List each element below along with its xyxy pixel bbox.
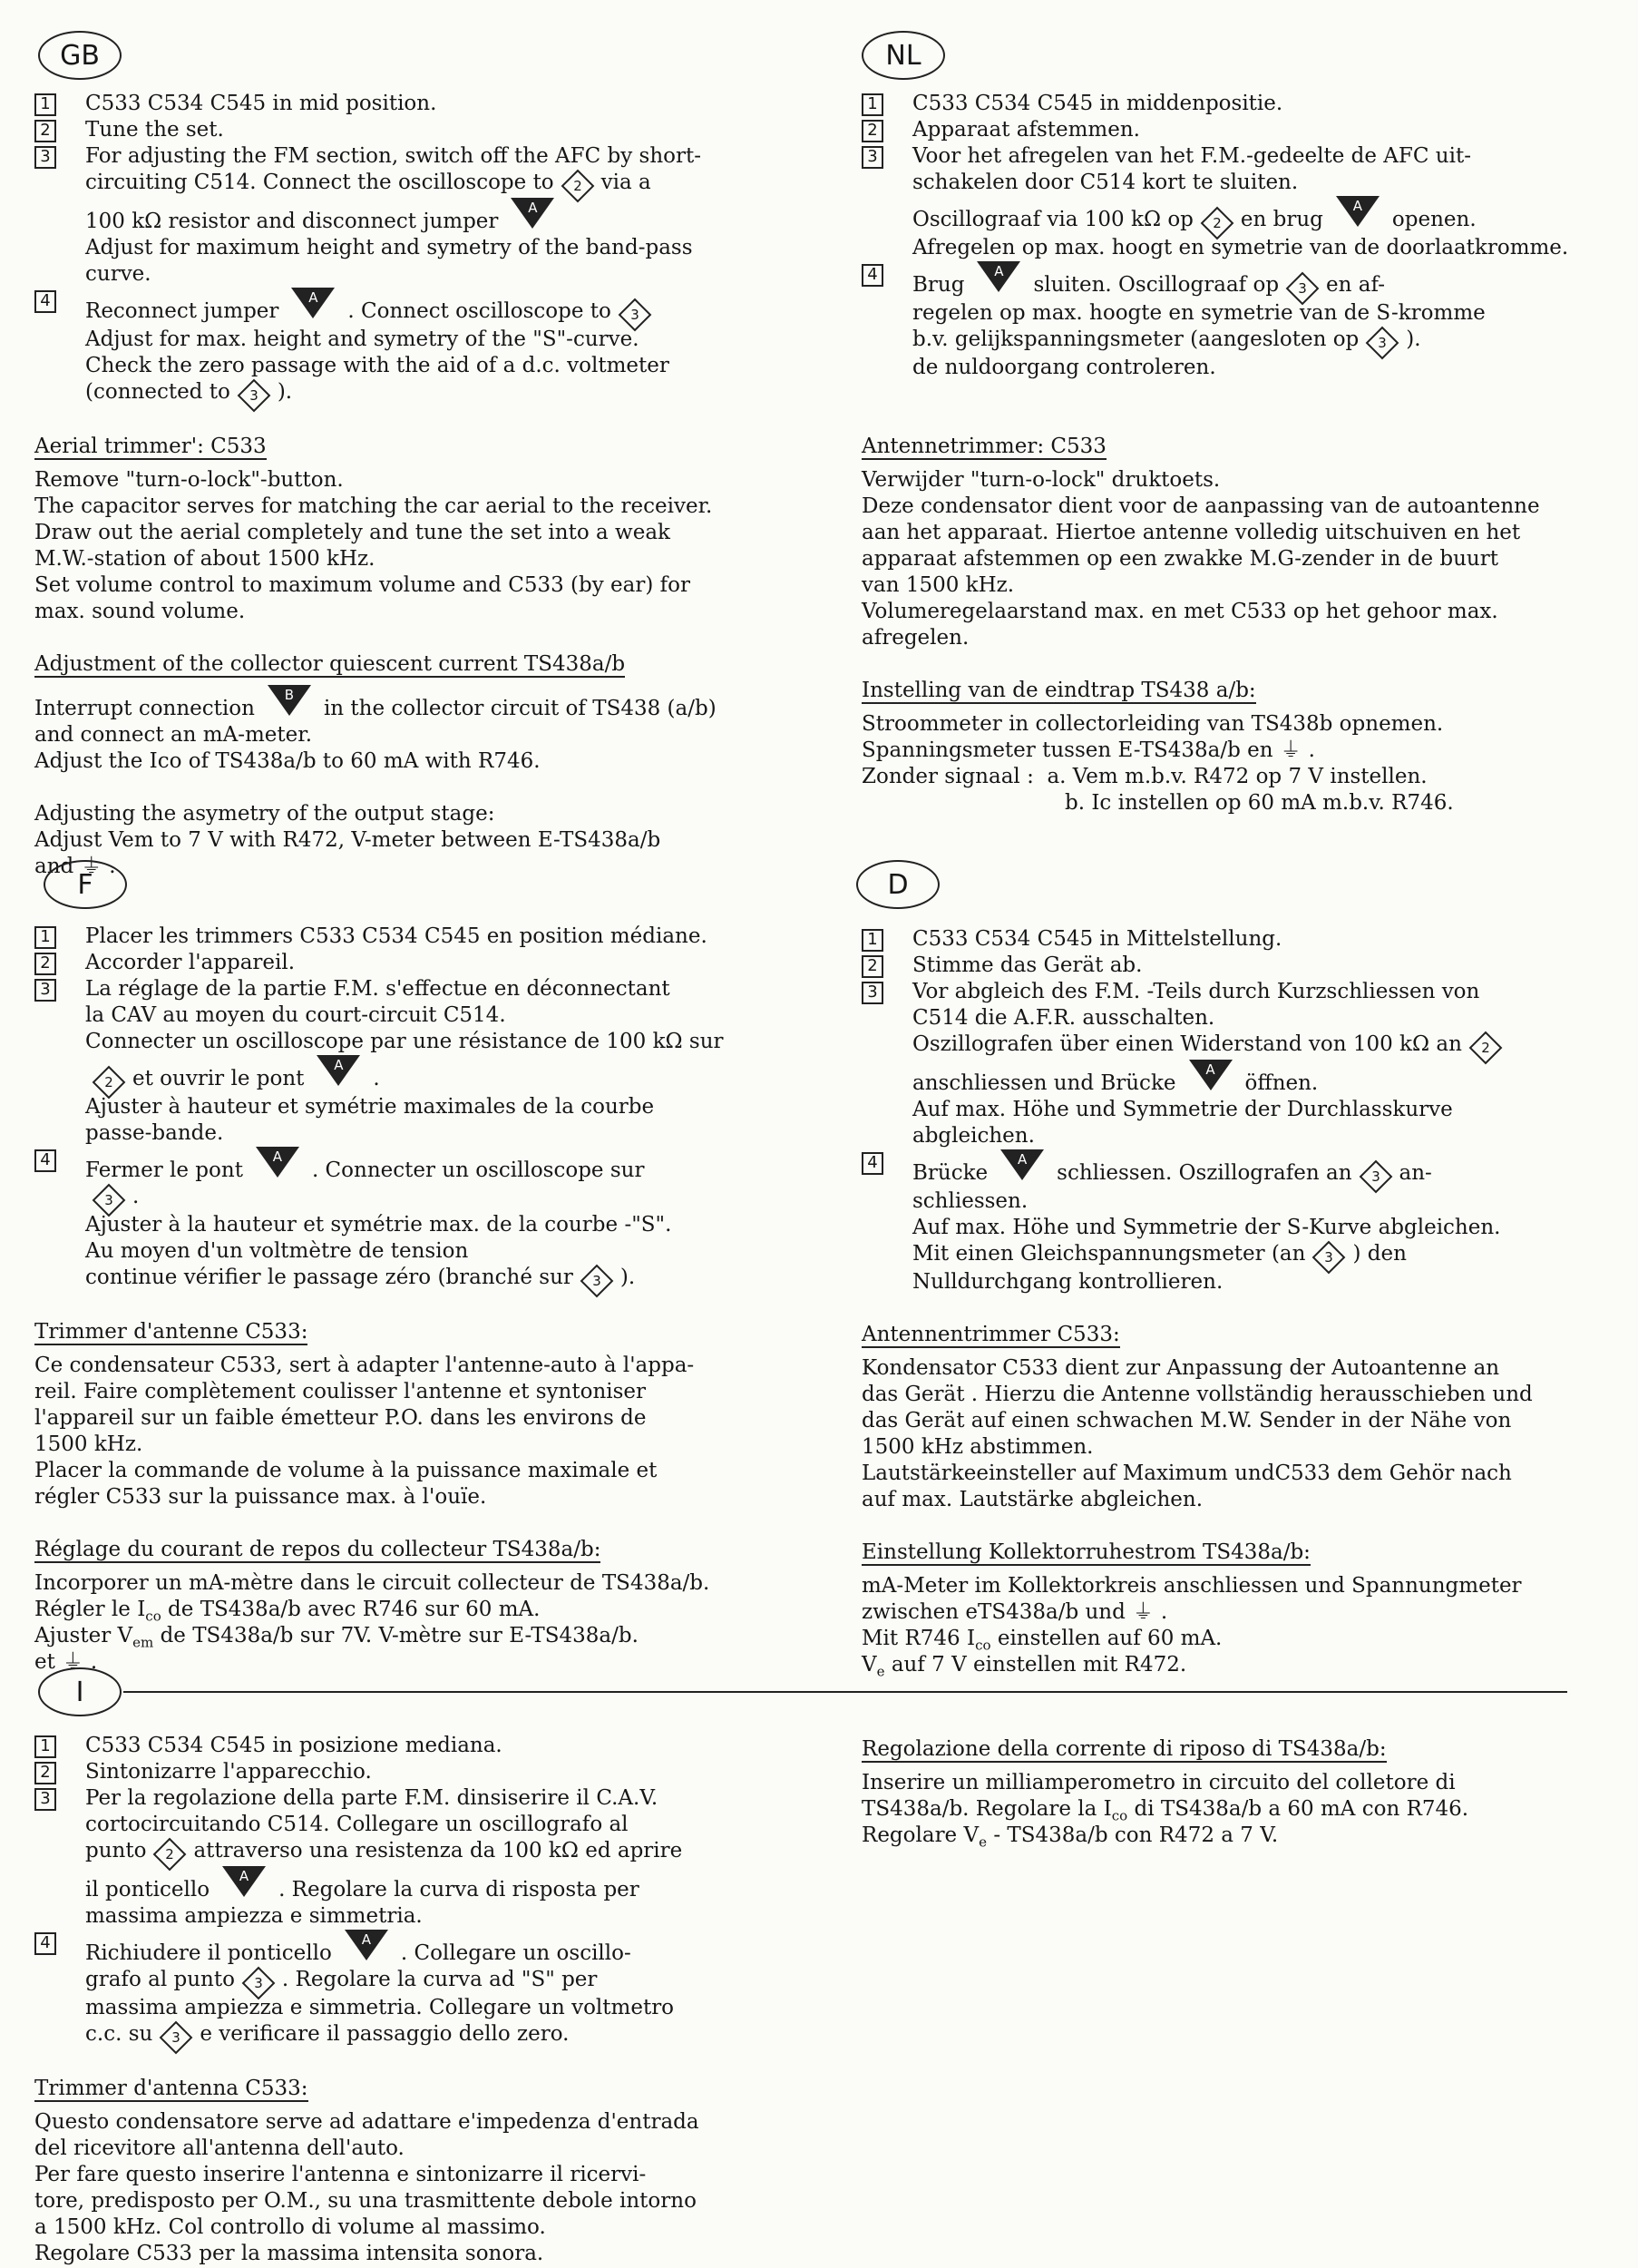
ground-icon: ⏚ bbox=[81, 855, 102, 878]
text-line: Mit R746 $I_{co}$ einstellen auf 60 mA. bbox=[862, 1627, 1223, 1654]
text-line: régler C533 sur la puissance max. à l'ouïe. bbox=[34, 1485, 487, 1509]
test-point-3-icon: 3 bbox=[1359, 1160, 1392, 1194]
text-line: Oszillografen über einen Widerstand von 100 kΩ an 2 bbox=[912, 1031, 1623, 1060]
test-point-3-icon: 3 bbox=[93, 1184, 126, 1217]
text-line: TS438a/b. Regolare la $I_{co}$ di TS438a/b a 60 mA con R746. bbox=[862, 1797, 1469, 1824]
text-line: Brücke A schliessen. Oszillografen an 3 an- bbox=[912, 1149, 1623, 1188]
text-line: b.v. gelijkspanningsmeter (aangesloten op 3 ). bbox=[912, 327, 1623, 355]
text-line: C533 C534 C545 in middenpositie. bbox=[912, 92, 1283, 115]
test-point-2-icon: 2 bbox=[1469, 1031, 1503, 1065]
text-line: Per fare questo inserire l'antenna e sintonizarre il ricervi- bbox=[34, 2163, 647, 2186]
instruction-step bbox=[34, 1785, 814, 1930]
test-point-2-icon: 2 bbox=[93, 1066, 126, 1100]
text-line: Auf max. Höhe und Symmetrie der Durchlasskurve bbox=[912, 1098, 1453, 1121]
lang-label-f: F bbox=[44, 860, 127, 909]
text-line: l'appareil sur un faible émetteur P.O. dans les environs de bbox=[34, 1406, 647, 1430]
instruction-step bbox=[34, 1147, 814, 1293]
instruction-step bbox=[34, 950, 814, 976]
text-line: il ponticello A . Regolare la curva di risposta per bbox=[85, 1868, 639, 1901]
text-line: Tune the set. bbox=[85, 118, 224, 142]
instruction-step bbox=[34, 1733, 814, 1759]
step-number: 3 bbox=[34, 146, 56, 169]
gb-step-2 bbox=[34, 117, 814, 143]
text-line: grafo al punto 3 . Regolare la curva ad "S" per bbox=[85, 1967, 814, 1995]
text-line: a 1500 kHz. Col controllo di volume al massimo. bbox=[34, 2215, 546, 2239]
f-aerial-heading: Trimmer d'antenne C533: bbox=[34, 1320, 308, 1344]
jumper-b-icon: B bbox=[268, 685, 311, 716]
text-line: reil. Faire complètement coulisser l'antenne et syntoniser bbox=[34, 1380, 647, 1403]
text-line: Kondensator C533 dient zur Anpassung der Autoantenne an bbox=[862, 1356, 1500, 1380]
text-line: Ajuster à la hauteur et symétrie max. de la courbe -"S". bbox=[85, 1213, 672, 1237]
text-line: Afregelen op max. hoogt en symetrie van de doorlaatkromme. bbox=[912, 236, 1569, 259]
step-number: 1 bbox=[34, 1735, 56, 1758]
test-point-3-icon: 3 bbox=[1366, 327, 1399, 360]
instruction-step bbox=[862, 117, 1623, 143]
text-line: C533 C534 C545 in Mittelstellung. bbox=[912, 927, 1282, 951]
instruction-step bbox=[862, 261, 1623, 381]
gb-step-4 bbox=[34, 288, 814, 407]
nl-column bbox=[862, 91, 1623, 816]
text-line: Inserire un milliamperometro in circuito del colletore di bbox=[862, 1771, 1456, 1794]
step-number: 3 bbox=[862, 146, 883, 169]
text-line: Sintonizarre l'apparecchio. bbox=[85, 1760, 372, 1784]
text-line: 1500 kHz abstimmen. bbox=[862, 1435, 1094, 1459]
text-line: Auf max. Höhe und Symmetrie der S-Kurve abgleichen. bbox=[912, 1216, 1501, 1239]
text-line: C533 C534 C545 in mid position. bbox=[85, 92, 437, 115]
text-line: Per la regolazione della parte F.M. dinsiserire il C.A.V. bbox=[85, 1786, 658, 1810]
text-line: c.c. su 3 e verificare il passaggio dello zero. bbox=[85, 2021, 814, 2049]
text-line: la CAV au moyen du court-circuit C514. bbox=[85, 1003, 506, 1027]
text-line: Questo condensatore serve ad adattare e'impedenza d'entrada bbox=[34, 2110, 699, 2134]
text-line: Ajuster à hauteur et symétrie maximales de la courbe bbox=[85, 1095, 655, 1119]
instruction-step bbox=[862, 979, 1623, 1149]
gb-step-1 bbox=[34, 91, 814, 117]
step-number: 2 bbox=[34, 120, 56, 142]
text-line: Zonder signaal : a. Vem m.b.v. R472 op 7 V instellen. bbox=[862, 765, 1428, 788]
step-number: 4 bbox=[34, 1149, 56, 1172]
f-column bbox=[34, 924, 814, 1676]
text-line: Vor abgleich des F.M. -Teils durch Kurzschliessen von bbox=[912, 980, 1480, 1003]
text-line: Stroommeter in collectorleiding van TS438b opnemen. bbox=[862, 712, 1444, 736]
text-line: Adjust Vem to 7 V with R472, V-meter between E-TS438a/b bbox=[34, 828, 661, 852]
instruction-step bbox=[34, 1930, 814, 2049]
jumper-a-icon: A bbox=[317, 1055, 360, 1086]
text-line: continue vérifier le passage zéro (branché sur 3 ). bbox=[85, 1265, 814, 1293]
d-aerial-heading: Antennentrimmer C533: bbox=[862, 1323, 1120, 1346]
text-line: (connected to 3 ). bbox=[85, 379, 814, 407]
step-number: 3 bbox=[34, 979, 56, 1002]
step-number: 4 bbox=[862, 1152, 883, 1175]
nl-current-heading: Instelling van de eindtrap TS438 a/b: bbox=[862, 679, 1256, 702]
test-point-3-icon: 3 bbox=[1312, 1241, 1346, 1275]
text-line: cortocircuitando C514. Collegare un oscillografo al bbox=[85, 1813, 629, 1836]
text-line: Regolare C533 per la massima intensita sonora. bbox=[34, 2242, 544, 2265]
text-line: Mit einen Gleichspannungsmeter (an 3 ) den bbox=[912, 1241, 1623, 1269]
text-line: del ricevitore all'antenna dell'auto. bbox=[34, 2136, 405, 2160]
text-line: tore, predisposto per O.M., su una trasmittente debole intorno bbox=[34, 2189, 697, 2213]
ground-icon: ⏚ bbox=[62, 1650, 83, 1674]
text-line: Deze condensator dient voor de aanpassing van de autoantenne bbox=[862, 494, 1540, 518]
lang-label-i: I bbox=[38, 1667, 122, 1716]
step-number: 3 bbox=[862, 982, 883, 1004]
jumper-a-icon: A bbox=[1336, 196, 1380, 227]
text-line: aan het apparaat. Hiertoe antenne volledig uitschuiven en het bbox=[862, 521, 1521, 544]
text-line: abgleichen. bbox=[912, 1124, 1035, 1148]
text-line: Spanningsmeter tussen E-TS438a/b en ⏚ . bbox=[862, 738, 1315, 762]
text-line: Volumeregelaarstand max. en met C533 op het gehoor max. bbox=[862, 600, 1498, 623]
text-line: Fermer le pont A . Connecter un oscilloscope sur bbox=[85, 1149, 645, 1182]
text-line: das Gerät auf einen schwachen M.W. Sender in der Nähe von bbox=[862, 1409, 1512, 1432]
instruction-step bbox=[862, 953, 1623, 979]
step-number: 2 bbox=[862, 120, 883, 142]
f-current-heading: Réglage du courant de repos du collecteur TS438a/b: bbox=[34, 1538, 601, 1561]
gb-current-heading: Adjustment of the collector quiescent current TS438a/b bbox=[34, 652, 626, 676]
instruction-step bbox=[862, 1149, 1623, 1295]
text-line: Brug A sluiten. Oscillograaf op 3 en af- bbox=[912, 261, 1623, 300]
text-line: das Gerät . Hierzu die Antenne vollständig herausschieben und bbox=[862, 1383, 1533, 1406]
lang-label-gb: GB bbox=[38, 31, 122, 80]
test-point-3-icon: 3 bbox=[1286, 272, 1320, 306]
text-line: circuiting C514. Connect the oscilloscope to 2 via a bbox=[85, 170, 814, 198]
text-line: C514 die A.F.R. ausschalten. bbox=[912, 1006, 1215, 1030]
jumper-a-icon: A bbox=[1189, 1060, 1233, 1090]
i-current-heading: Regolazione della corrente di riposo di TS438a/b: bbox=[862, 1737, 1387, 1761]
gb-column bbox=[34, 91, 814, 880]
text-line: and connect an mA-meter. bbox=[34, 723, 313, 747]
text-line: and ⏚ . bbox=[34, 855, 116, 878]
test-point-3-icon: 3 bbox=[619, 298, 652, 332]
text-line: Au moyen d'un voltmètre de tension bbox=[85, 1239, 469, 1263]
text-line: de nuldoorgang controleren. bbox=[912, 356, 1216, 379]
text-line: Adjust for maximum height and symetry of the band-pass bbox=[85, 236, 693, 259]
jumper-a-icon: A bbox=[1000, 1149, 1044, 1180]
text-line: Stimme das Gerät ab. bbox=[912, 953, 1143, 977]
text-line: van 1500 kHz. bbox=[862, 573, 1015, 597]
d-current-heading: Einstellung Kollektorruhestrom TS438a/b: bbox=[862, 1540, 1311, 1564]
text-line: Adjust for max. height and symetry of the "S"-curve. bbox=[85, 327, 639, 351]
text-line: anschliessen und Brücke A öffnen. bbox=[912, 1061, 1319, 1095]
text-line: Verwijder "turn-o-lock" druktoets. bbox=[862, 468, 1221, 492]
text-line: Remove "turn-o-lock"-button. bbox=[34, 468, 344, 492]
text-line: apparaat afstemmen op een zwakke M.G-zender in de buurt bbox=[862, 547, 1498, 571]
text-line: For adjusting the FM section, switch off the AFC by short- bbox=[85, 144, 702, 168]
section-divider bbox=[123, 1691, 1567, 1693]
text-line: $V_e$ auf 7 V einstellen mit R472. bbox=[862, 1653, 1187, 1680]
instruction-step bbox=[34, 924, 814, 950]
jumper-a-icon: A bbox=[256, 1147, 299, 1178]
text-line: 2 et ouvrir le pont A . bbox=[85, 1055, 814, 1094]
text-line: Reconnect jumper A . Connect oscilloscope to 3 bbox=[85, 288, 814, 327]
instruction-step bbox=[862, 91, 1623, 117]
text-line: Oscillograaf via 100 kΩ op 2 en brug A openen. bbox=[912, 196, 1623, 235]
step-number: 1 bbox=[862, 929, 883, 952]
text-line: Ajuster $V_{em}$ de TS438a/b sur 7V. V-mètre sur E-TS438a/b. bbox=[34, 1624, 639, 1651]
text-line: Régler le $I_{co}$ de TS438a/b avec R746 sur 60 mA. bbox=[34, 1598, 541, 1625]
step-number: 4 bbox=[862, 264, 883, 287]
test-point-3-icon: 3 bbox=[160, 2021, 193, 2055]
text-line: Nulldurchgang kontrollieren. bbox=[912, 1270, 1224, 1294]
test-point-3-icon: 3 bbox=[580, 1265, 614, 1298]
text-line: Set volume control to maximum volume and C533 (by ear) for bbox=[34, 573, 691, 597]
text-line: passe-bande. bbox=[85, 1121, 224, 1145]
text-line: Regolare $V_e - TS438a/b$ con R472 a 7 V. bbox=[862, 1823, 1279, 1851]
jumper-a-icon: A bbox=[291, 288, 335, 318]
text-line: schliessen. bbox=[912, 1189, 1029, 1213]
ground-icon: ⏚ bbox=[1280, 738, 1302, 762]
step-number: 1 bbox=[862, 93, 883, 116]
text-line: Adjusting the asymetry of the output stage: bbox=[34, 802, 495, 826]
text-line: regelen op max. hoogte en symetrie van de S-kromme bbox=[912, 301, 1486, 325]
text-line: Placer la commande de volume à la puissance maximale et bbox=[34, 1459, 658, 1482]
text-line: Adjust the Ico of TS438a/b to 60 mA with R746. bbox=[34, 749, 541, 773]
text-line: et ⏚ . bbox=[34, 1650, 98, 1674]
i-column bbox=[34, 1733, 814, 2267]
text-line: curve. bbox=[85, 262, 151, 286]
step-number: 1 bbox=[34, 93, 56, 116]
text-line: massima ampiezza e simmetria. Collegare un voltmetro bbox=[85, 1996, 675, 2019]
jumper-a-icon: A bbox=[222, 1866, 266, 1897]
text-line: afregelen. bbox=[862, 626, 970, 650]
step-number: 2 bbox=[34, 1762, 56, 1784]
d-column bbox=[862, 926, 1623, 1678]
text-line: M.W.-station of about 1500 kHz. bbox=[34, 547, 375, 571]
text-line: Richiudere il ponticello A . Collegare un oscillo- bbox=[85, 1931, 631, 1965]
jumper-a-icon: A bbox=[511, 198, 554, 229]
text-line: The capacitor serves for matching the car aerial to the receiver. bbox=[34, 494, 713, 518]
text-line: auf max. Lautstärke abgleichen. bbox=[862, 1488, 1204, 1511]
instruction-step bbox=[862, 926, 1623, 953]
ground-icon: ⏚ bbox=[1132, 1600, 1154, 1624]
text-line: 3 . bbox=[85, 1184, 814, 1212]
instruction-step bbox=[34, 976, 814, 1147]
step-number: 2 bbox=[34, 953, 56, 975]
instruction-step bbox=[34, 1759, 814, 1785]
text-line: Draw out the aerial completely and tune the set into a weak bbox=[34, 521, 670, 544]
test-point-3-icon: 3 bbox=[237, 379, 270, 413]
text-line: Ce condensateur C533, sert à adapter l'antenne-auto à l'appa- bbox=[34, 1354, 695, 1377]
gb-step-3 bbox=[34, 143, 814, 288]
text-line: b. Ic instellen op 60 mA m.b.v. R746. bbox=[1065, 791, 1454, 815]
text-line: Lautstärkeeinsteller auf Maximum undC533 dem Gehör nach bbox=[862, 1461, 1512, 1485]
text-line: Accorder l'appareil. bbox=[85, 951, 296, 974]
step-number: 2 bbox=[862, 955, 883, 978]
i-aerial-heading: Trimmer d'antenna C533: bbox=[34, 2077, 308, 2100]
text-line: C533 C534 C545 in posizione mediana. bbox=[85, 1734, 502, 1757]
lang-label-d: D bbox=[856, 860, 940, 909]
text-line: massima ampiezza e simmetria. bbox=[85, 1904, 423, 1928]
step-number: 1 bbox=[34, 926, 56, 949]
text-line: Placer les trimmers C533 C534 C545 en position médiane. bbox=[85, 924, 707, 948]
step-number: 4 bbox=[34, 290, 56, 313]
nl-aerial-heading: Antennetrimmer: C533 bbox=[862, 435, 1107, 458]
text-line: 1500 kHz. bbox=[34, 1432, 143, 1456]
test-point-3-icon: 3 bbox=[242, 1967, 276, 2000]
step-number: 3 bbox=[34, 1788, 56, 1811]
i-current-column bbox=[862, 1736, 1623, 1849]
lang-label-nl: NL bbox=[862, 31, 945, 80]
text-line: mA-Meter im Kollektorkreis anschliessen und Spannungmeter bbox=[862, 1574, 1522, 1598]
jumper-a-icon: A bbox=[977, 261, 1020, 292]
text-line: max. sound volume. bbox=[34, 600, 246, 623]
instruction-step bbox=[862, 143, 1623, 261]
test-point-2-icon: 2 bbox=[1201, 207, 1234, 240]
text-line: Incorporer un mA-mètre dans le circuit collecteur de TS438a/b. bbox=[34, 1571, 710, 1595]
text-line: Apparaat afstemmen. bbox=[912, 118, 1140, 142]
text-line: punto 2 attraverso una resistenza da 100 kΩ ed aprire bbox=[85, 1838, 814, 1866]
test-point-2-icon: 2 bbox=[561, 170, 594, 203]
text-line: 100 kΩ resistor and disconnect jumper A bbox=[85, 198, 814, 235]
text-line: zwischen eTS438a/b und ⏚ . bbox=[862, 1600, 1168, 1624]
test-point-2-icon: 2 bbox=[153, 1838, 187, 1872]
text-line: Voor het afregelen van het F.M.-gedeelte de AFC uit- bbox=[912, 144, 1471, 168]
text-line: schakelen door C514 kort te sluiten. bbox=[912, 171, 1299, 194]
text-line: Interrupt connection B in the collector circuit of TS438 (a/b) bbox=[34, 687, 717, 720]
step-number: 4 bbox=[34, 1932, 56, 1955]
text-line: Check the zero passage with the aid of a d.c. voltmeter bbox=[85, 354, 669, 377]
jumper-a-icon: A bbox=[345, 1930, 388, 1960]
text-line: La réglage de la partie F.M. s'effectue en déconnectant bbox=[85, 977, 670, 1001]
gb-aerial-heading: Aerial trimmer': C533 bbox=[34, 435, 267, 458]
text-line: Connecter un oscilloscope par une résistance de 100 kΩ sur bbox=[85, 1030, 724, 1053]
